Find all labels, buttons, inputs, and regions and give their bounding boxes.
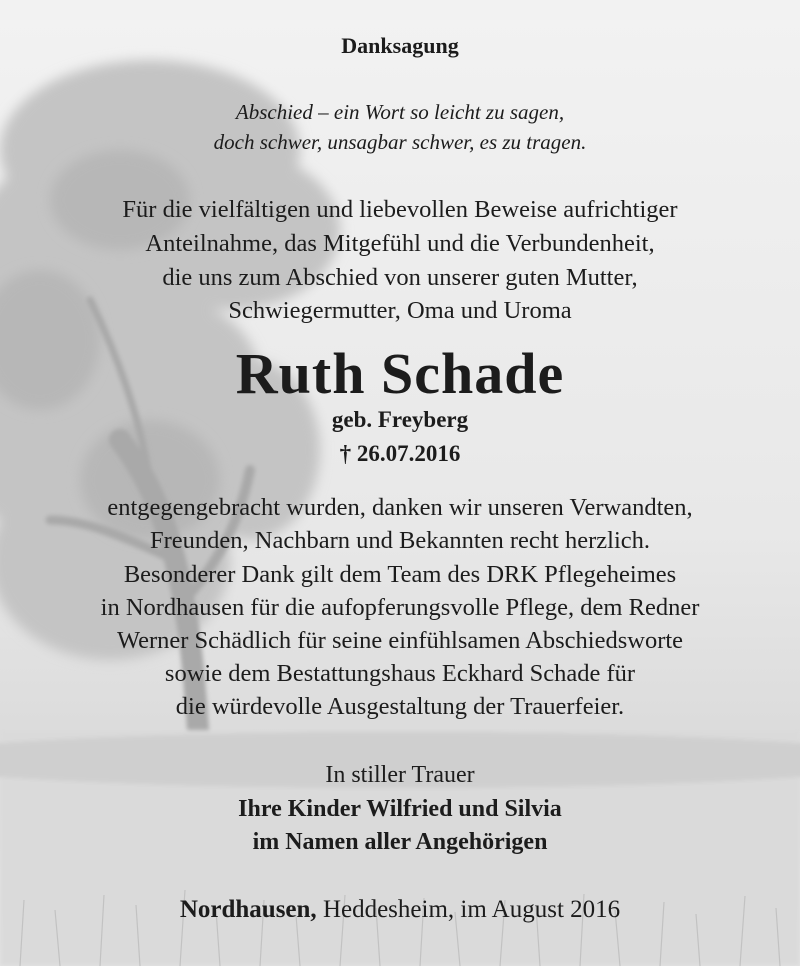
thanks-line: Werner Schädlich für seine einfühlsamen Abschiedsworte bbox=[116, 627, 684, 654]
signature-line: Ihre Kinder Wilfried und Silvia bbox=[238, 796, 562, 822]
thanks-line: in Nordhausen für die aufopferungsvolle Pflege, dem Redner bbox=[100, 594, 700, 621]
thanks-line: entgegengebracht wurden, danken wir unseren Verwandten, bbox=[107, 494, 693, 521]
birth-name: geb. Freyberg bbox=[331, 407, 469, 432]
intro-line: die uns zum Abschied von unserer guten Mutter, bbox=[162, 264, 638, 291]
place-name: Nordhausen, bbox=[179, 896, 317, 923]
quote-line: Abschied – ein Wort so leicht zu sagen, bbox=[235, 100, 565, 124]
thanks-line: Besonderer Dank gilt dem Team des DRK Pflegeheimes bbox=[123, 561, 677, 588]
notice-heading: Danksagung bbox=[341, 33, 459, 58]
deceased-name: Ruth Schade bbox=[235, 341, 565, 406]
intro-line: Anteilnahme, das Mitgefühl und die Verbundenheit, bbox=[145, 230, 655, 257]
intro-line: Schwiegermutter, Oma und Uroma bbox=[228, 297, 572, 324]
closing-phrase: In stiller Trauer bbox=[325, 762, 475, 788]
place-date: Heddesheim, im August 2016 bbox=[316, 896, 621, 923]
thanks-line: sowie dem Bestattungshaus Eckhard Schade für bbox=[164, 660, 636, 687]
death-date: † 26.07.2016 bbox=[339, 441, 461, 466]
quote-line: doch schwer, unsagbar schwer, es zu tragen. bbox=[213, 130, 587, 154]
intro-line: Für die vielfältigen und liebevollen Beweise aufrichtiger bbox=[122, 196, 678, 223]
thanks-line: die würdevolle Ausgestaltung der Trauerfeier. bbox=[175, 693, 625, 720]
thanks-line: Freunden, Nachbarn und Bekannten recht herzlich. bbox=[149, 527, 650, 554]
signature-line: im Namen aller Angehörigen bbox=[252, 829, 548, 855]
place-and-date bbox=[0, 896, 800, 924]
